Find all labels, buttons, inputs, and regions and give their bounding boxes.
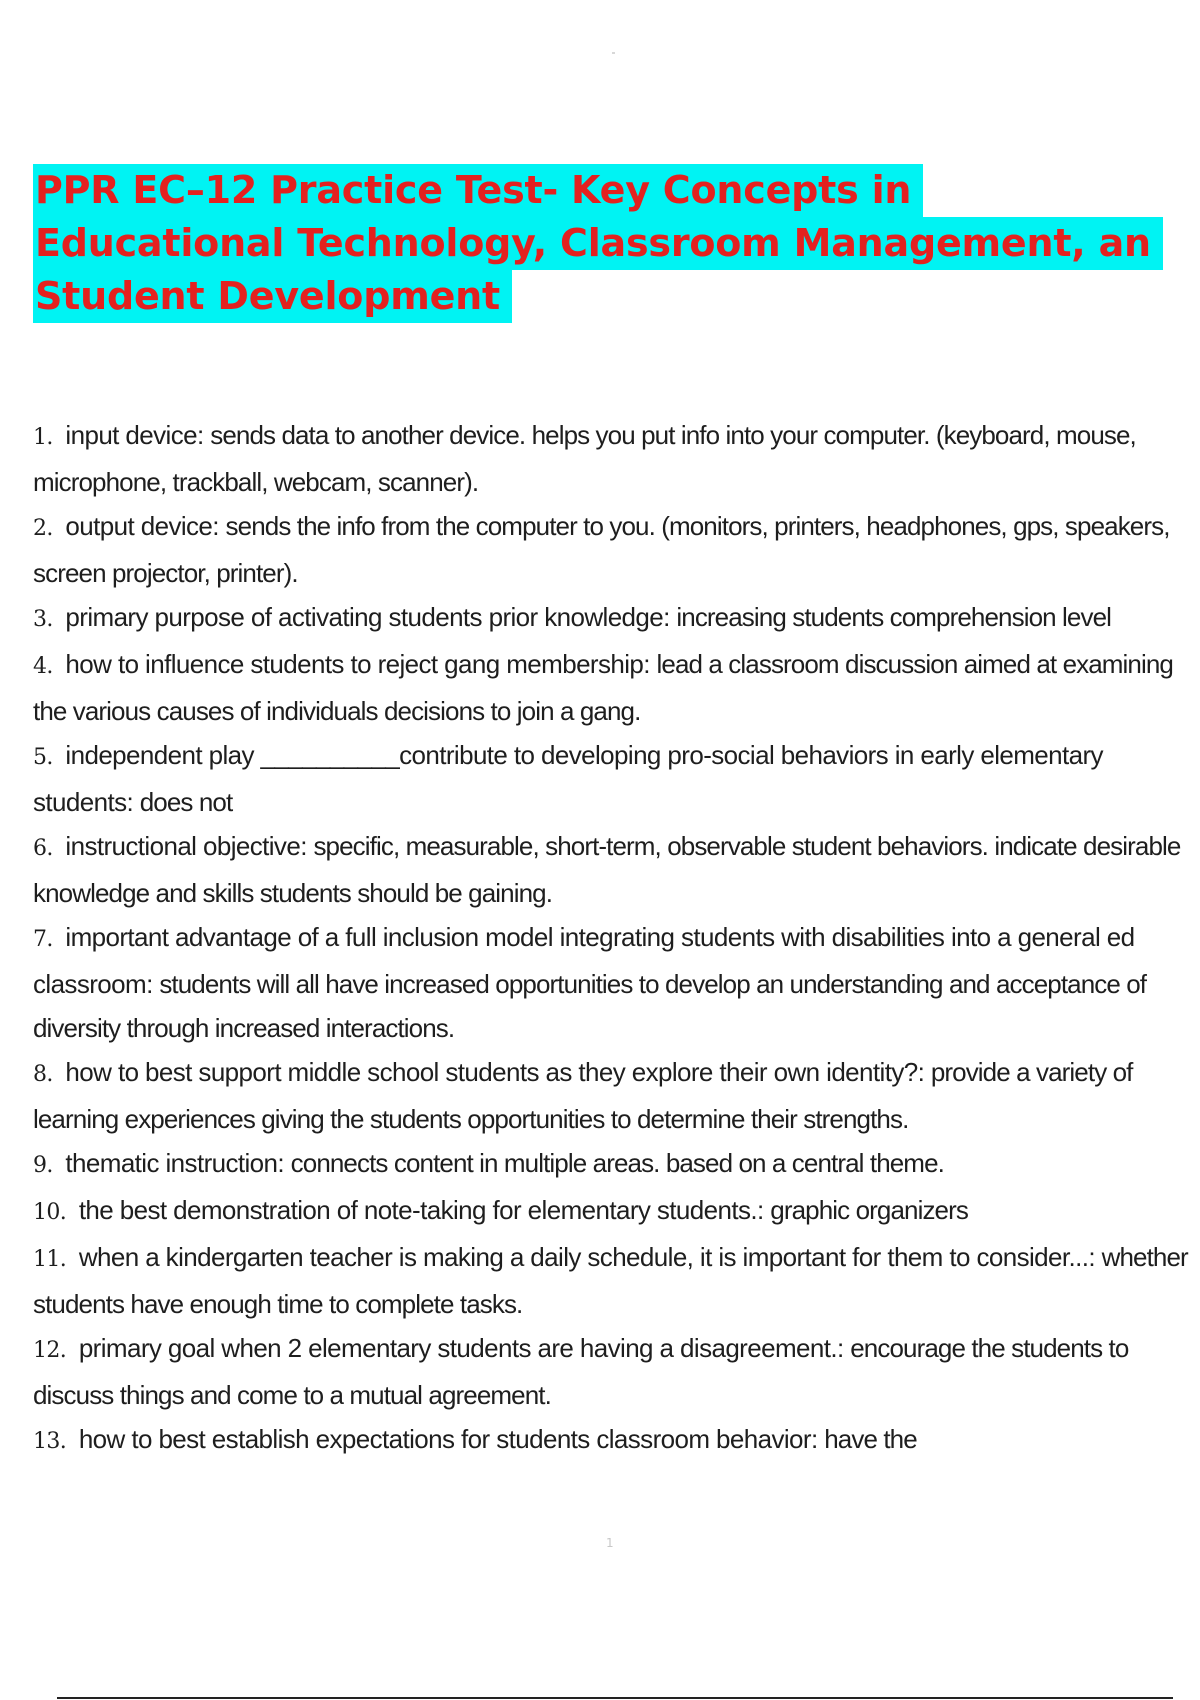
qa-item-9 xyxy=(33,1141,1193,1188)
item-question: how to influence students to reject gang membership: xyxy=(65,649,650,679)
qa-item-1 xyxy=(33,413,1193,504)
qa-item-11 xyxy=(33,1235,1193,1326)
item-number: 5. xyxy=(33,745,53,770)
item-question: how to best support middle school students as they explore their own identity?: xyxy=(65,1057,925,1087)
qa-item-2 xyxy=(33,504,1193,595)
item-question: input device: xyxy=(65,420,204,450)
footer-divider xyxy=(57,1697,1173,1699)
item-answer: does not xyxy=(139,787,233,817)
item-answer: connects content in multiple areas. based on a central theme. xyxy=(290,1148,944,1178)
qa-item-7 xyxy=(33,915,1193,1050)
page-number: 1 xyxy=(606,1536,614,1550)
item-answer: whether students have enough time to complete tasks. xyxy=(33,1242,1188,1319)
item-number: 2. xyxy=(33,516,53,541)
item-number: 12. xyxy=(33,1338,67,1363)
item-answer: students will all have increased opportunities to develop an understanding and acceptance of diversity through increased interactions. xyxy=(33,969,1147,1043)
item-question: primary purpose of activating students prior knowledge: xyxy=(65,602,670,632)
item-answer: specific, measurable, short-term, observable student behaviors. indicate desirable knowledge and skills students should be gaining. xyxy=(33,831,1181,908)
item-answer: sends the info from the computer to you. (monitors, printers, headphones, gps, speakers, screen projector, printer). xyxy=(33,511,1170,588)
title-line-2: Educational Technology, Classroom Management, an xyxy=(33,217,1163,270)
qa-item-6 xyxy=(33,824,1193,915)
title-line-3: Student Development xyxy=(33,270,1163,323)
item-number: 7. xyxy=(33,927,53,952)
item-number: 11. xyxy=(33,1247,67,1272)
item-number: 4. xyxy=(33,654,53,679)
item-answer: provide a variety of learning experiences giving the students opportunities to determine their strengths. xyxy=(33,1057,1133,1134)
item-answer: increasing students comprehension level xyxy=(676,602,1112,632)
item-number: 8. xyxy=(33,1062,53,1087)
item-question: thematic instruction: xyxy=(65,1148,285,1178)
qa-item-5 xyxy=(33,733,1193,824)
item-answer: encourage the students to discuss things and come to a mutual agreement. xyxy=(33,1333,1129,1410)
item-number: 10. xyxy=(33,1200,67,1225)
item-number: 6. xyxy=(33,836,53,861)
qa-item-3 xyxy=(33,595,1193,642)
item-number: 1. xyxy=(33,425,53,450)
qa-item-8 xyxy=(33,1050,1193,1141)
item-question: output device: xyxy=(65,511,219,541)
item-answer: lead a classroom discussion aimed at examining the various causes of individuals decisions to join a gang. xyxy=(33,649,1173,726)
item-question: how to best establish expectations for students classroom behavior: xyxy=(78,1424,818,1454)
qa-item-4 xyxy=(33,642,1193,733)
item-question: when a kindergarten teacher is making a daily schedule, it is important for them to consider...: xyxy=(78,1242,1095,1272)
item-answer: graphic organizers xyxy=(770,1195,968,1225)
question-answer-list xyxy=(33,413,1193,1464)
item-question: the best demonstration of note-taking for elementary students.: xyxy=(78,1195,764,1225)
item-number: 3. xyxy=(33,607,53,632)
item-number: 13. xyxy=(33,1429,67,1454)
qa-item-13 xyxy=(33,1417,1193,1464)
page-mark xyxy=(612,52,615,54)
item-answer: sends data to another device. helps you put info into your computer. (keyboard, mouse, microphone, trackball, webcam, scanner). xyxy=(33,420,1136,497)
title-line-1: PPR EC–12 Practice Test- Key Concepts in xyxy=(33,164,1163,217)
item-answer: have the xyxy=(824,1424,917,1454)
item-question: important advantage of a full inclusion model integrating students with disabilities into a general ed classroom: xyxy=(33,922,1135,999)
item-question: independent play __________contribute to developing pro-social behaviors in early elementary students: xyxy=(33,740,1103,817)
qa-item-10 xyxy=(33,1188,1193,1235)
item-question: instructional objective: xyxy=(65,831,307,861)
item-question: primary goal when 2 elementary students are having a disagreement.: xyxy=(78,1333,844,1363)
item-number: 9. xyxy=(33,1153,53,1178)
document-title xyxy=(33,164,1163,323)
qa-item-12 xyxy=(33,1326,1193,1417)
